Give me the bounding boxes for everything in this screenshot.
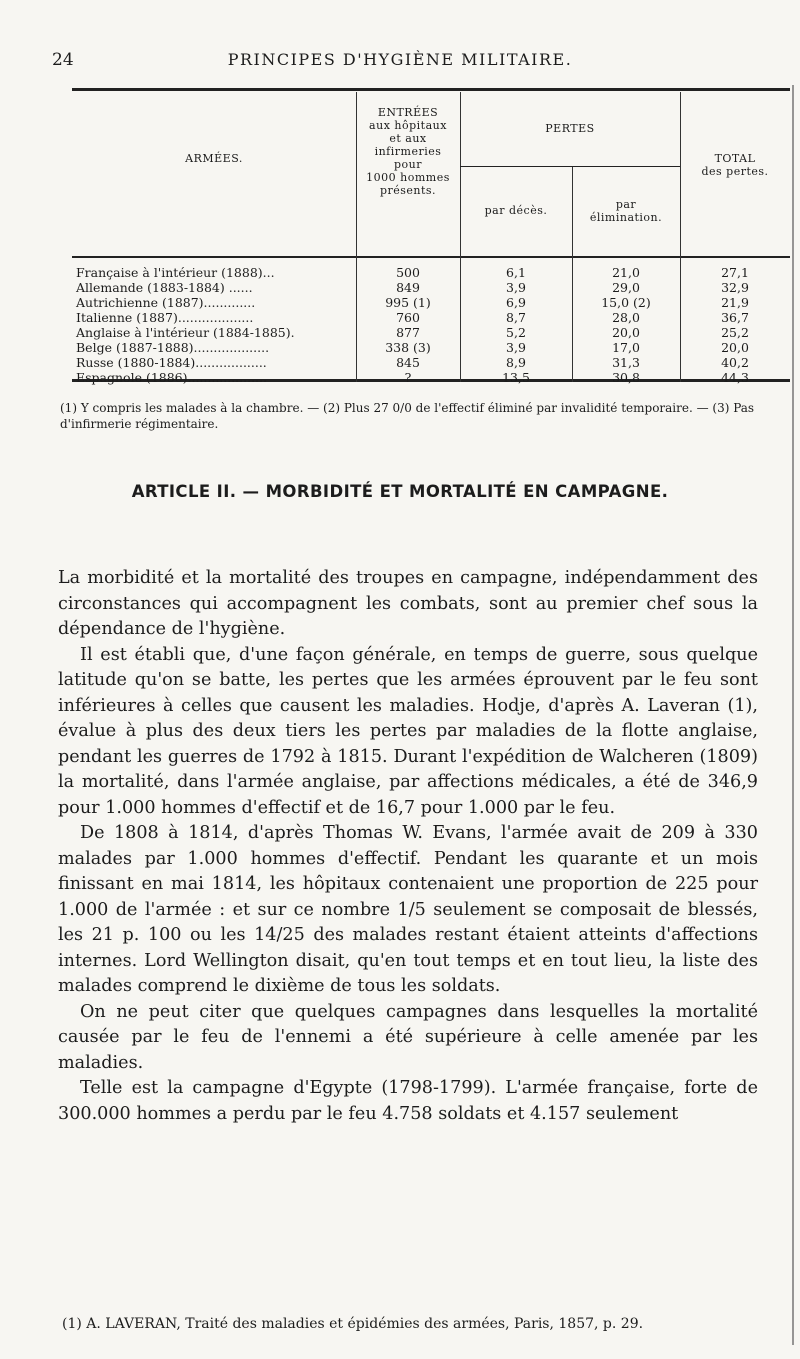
page-number: 24 (52, 50, 74, 70)
paragraph: La morbidité et la mortalité des troupes en campagne, indépendamment des circonstances qui accompagnent les combats, sont au premier chef sous la dépendance de l'hygiène. (58, 568, 758, 639)
col-header-entrees: ENTRÉES aux hôpitaux et aux infirmeries pour 1000 hommes présents. (366, 106, 450, 197)
table-row: Belge (1887-1888)................... 338 (3) 3,9 17,0 20,0 (76, 340, 749, 355)
body-text (58, 566, 758, 1127)
paragraph: Telle est la campagne d'Egypte (1798-1799). L'armée française, forte de 300.000 hommes a perdu par le feu 4.758 soldats et 4.157 seulement (58, 1078, 758, 1124)
col-header-par-deces: par décès. (484, 204, 548, 217)
table-top-rule (72, 88, 790, 91)
table-header-rule (72, 256, 790, 258)
col-header-total: TOTAL des pertes. (701, 152, 769, 178)
paragraph: On ne peut citer que quelques campagnes dans lesquelles la mortalité causée par le feu de l'ennemi a été supérieure à celle amenée par les maladies. (58, 1001, 758, 1073)
page-footnote: (1) A. LAVERAN, Traité des maladies et épidémies des armées, Paris, 1857, p. 29. (62, 1316, 644, 1332)
paragraph: De 1808 à 1814, d'après Thomas W. Evans, l'armée avait de 209 à 330 malades par 1.000 hommes d'effectif. Pendant les quarante et un mois finissant en mai 1814, les hôpitaux contenaient une proportion de 225 pour 1.000 de l'armée : et sur ce nombre 1/5 seulement se composait de blessés, les 21 p. 100 ou les 14/25 des malades restant étaient atteints d'affections internes. Lord Wellington disait, qu'en tout temps et en tout lieu, la liste des malades comprend le dixième de tous les soldats. (58, 823, 758, 996)
pertes-subheader-rule (460, 166, 680, 167)
col-header-par-elimination: par élimination. (589, 198, 663, 224)
article-title: ARTICLE II. — MORBIDITÉ ET MORTALITÉ EN CAMPAGNE. (131, 482, 669, 501)
table-row: Espagnole (1886).................... ? 13,5 30,8 44,3 (76, 370, 749, 385)
table-footnotes: (1) Y compris les malades à la chambre. — (2) Plus 27 0/0 de l'effectif éliminé par invalidité temporaire. — (3) Pas d'infirmerie régimentaire. (60, 401, 755, 431)
paragraph: Il est établi que, d'une façon générale, en temps de guerre, sous quelque latitude qu'on se batte, les pertes que les armées éprouvent par le feu sont inférieures à celles que causent les maladies. Hodje, d'après A. Laveran (1), évalue à plus des deux tiers les pertes par maladies de la flotte anglaise, pendant les guerres de 1792 à 1815. Durant l'expédition de Walcheren (1809) la mortalité, dans l'armée anglaise, par affections médicales, a été de 346,9 pour 1.000 hommes d'effectif et de 16,7 pour 1.000 par le feu. (58, 644, 758, 818)
page-edge-shadow (792, 85, 794, 1345)
statistics-table (72, 88, 790, 385)
running-head: PRINCIPES D'HYGIÈNE MILITAIRE. (227, 50, 573, 69)
col-header-armees: ARMÉES. (185, 152, 243, 165)
table-row: Russe (1880-1884).................. 845 8,9 31,3 40,2 (76, 355, 749, 370)
table-row: Allemande (1883-1884) ...... 849 3,9 29,0 32,9 (76, 280, 749, 295)
table-row: Française à l'intérieur (1888)... 500 6,1 21,0 27,1 (76, 265, 749, 280)
col-header-pertes: PERTES (545, 122, 595, 135)
table-row: Anglaise à l'intérieur (1884-1885). 877 5,2 20,0 25,2 (76, 325, 749, 340)
table-row: Autrichienne (1887)............. 995 (1) 6,9 15,0 (2) 21,9 (76, 295, 749, 310)
table-row: Italienne (1887)................... 760 8,7 28,0 36,7 (76, 310, 749, 325)
